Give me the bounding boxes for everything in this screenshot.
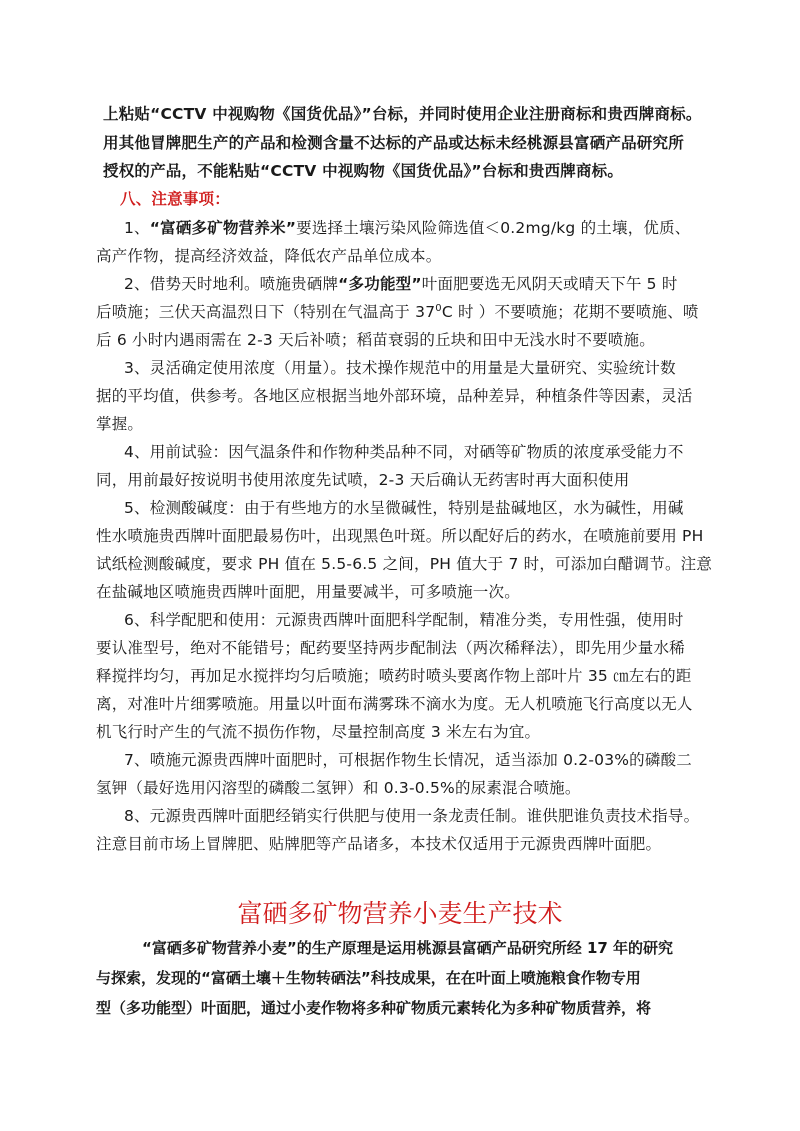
item-8-line-1: 8、元源贵西牌叶面肥经销实行供肥与使用一条龙责任制。谁供肥谁负责技术指导。 <box>124 807 700 825</box>
item-6-line-4: 离，对准叶片细雾喷施。用量以叶面布满雾珠不滴水为度。无人机喷施飞行高度以无人 <box>96 695 693 713</box>
item-1-line-2: 高产作物，提高经济效益，降低农产品单位成本。 <box>96 247 442 265</box>
top-line-1: 上粘贴“CCTV 中视购物《国货优品》”台标，并同时使用企业注册商标和贵西牌商标。 <box>103 105 702 123</box>
item-6-line-3: 释搅拌均匀，再加足水搅拌均匀后喷施；喷药时喷头要离作物上部叶片 35 ㎝左右的距 <box>96 667 692 685</box>
item-3-line-1: 3、灵活确定使用浓度（用量）。技术操作规范中的用量是大量研究、实验统计数 <box>124 359 676 377</box>
item-3-line-3: 掌握。 <box>96 415 144 433</box>
item-6-line-2: 要认准型号，绝对不能错号；配药要坚持两步配制法（两次稀释法），即先用少量水稀 <box>96 639 685 657</box>
item-5-line-4: 在盐碱地区喷施贵西牌叶面肥，用量要减半，可多喷施一次。 <box>96 583 520 601</box>
top-line-3: 授权的产品，不能粘贴“CCTV 中视购物《国货优品》”台标和贵西牌商标。 <box>103 162 624 180</box>
item-1-line-1 <box>124 218 691 238</box>
item-2-line-3: 后 6 小时内遇雨需在 2-3 天后补喷；稻苗衰弱的丘块和田中无浅水时不要喷施。 <box>96 331 655 349</box>
item-8-line-2: 注意目前市场上冒牌肥、贴牌肥等产品诸多，本技术仅适用于元源贵西牌叶面肥。 <box>96 835 662 853</box>
section-heading: 八、注意事项： <box>120 190 230 208</box>
item-3-line-2: 据的平均值，供参考。各地区应根据当地外部环境，品种差异，种植条件等因素，灵活 <box>96 387 693 405</box>
item-2-line-2 <box>96 302 699 322</box>
item-5-line-2: 性水喷施贵西牌叶面肥最易伤叶，出现黑色叶斑。所以配好后的药水，在喷施前要用 PH <box>96 527 704 545</box>
item-2-bold: “多功能型” <box>338 275 422 293</box>
item-5-line-3: 试纸检测酸碱度，要求 PH 值在 5.5-6.5 之间，PH 值大于 7 时，可添加白醋调节。注意 <box>96 555 713 573</box>
item-6-line-5: 机飞行时产生的气流不损伤作物，尽量控制高度 3 米左右为宜。 <box>96 723 541 741</box>
item-2-l2-b: C 时 ）不要喷施；花期不要喷施、喷 <box>441 303 699 321</box>
top-line-2: 用其他冒牌肥生产的产品和检测含量不达标的产品或达标未经桃源县富硒产品研究所 <box>103 134 684 152</box>
item-2-b: 叶面肥要选无风阴天或晴天下午 5 时 <box>421 275 678 293</box>
item-2-a: 2、借势天时地利。喷施贵硒牌 <box>124 275 339 293</box>
item-1-bold: “富硒多矿物营养米” <box>149 219 297 237</box>
article-line-1: “富硒多矿物营养小麦”的生产原理是运用桃源县富硒产品研究所经 17 年的研究 <box>142 939 674 957</box>
item-4-line-2: 同，用前最好按说明书使用浓度先试喷，2-3 天后确认无药害时再大面积使用 <box>96 471 630 489</box>
article-title: 富硒多矿物营养小麦生产技术 <box>237 899 563 928</box>
item-2-superscript: 0 <box>435 302 442 314</box>
item-1-rest: 要选择土壤污染风险筛选值＜0.2mg/kg 的土壤，优质、 <box>296 219 691 237</box>
item-1-prefix: 1、 <box>124 219 150 237</box>
item-4-line-1: 4、用前试验：因气温条件和作物种类品种不同，对硒等矿物质的浓度承受能力不 <box>124 443 684 461</box>
article-line-2: 与探索，发现的“富硒土壤＋生物转硒法”科技成果，在在叶面上喷施粮食作物专用 <box>96 969 641 987</box>
article-line-3: 型（多功能型）叶面肥，通过小麦作物将多种矿物质元素转化为多种矿物质营养，将 <box>96 999 652 1017</box>
item-7-line-2: 氢钾（最好选用闪溶型的磷酸二氢钾）和 0.3-0.5%的尿素混合喷施。 <box>96 779 581 797</box>
item-7-line-1: 7、喷施元源贵西牌叶面肥时，可根据作物生长情况，适当添加 0.2-03%的磷酸二 <box>124 751 692 769</box>
item-2-l2-a: 后喷施；三伏天高温烈日下（特别在气温高于 37 <box>96 303 436 321</box>
item-2-line-1 <box>124 274 678 294</box>
item-5-line-1: 5、检测酸碱度：由于有些地方的水呈微碱性，特别是盐碱地区，水为碱性，用碱 <box>124 499 684 517</box>
item-6-line-1: 6、科学配肥和使用：元源贵西牌叶面肥科学配制，精准分类，专用性强，使用时 <box>124 611 684 629</box>
